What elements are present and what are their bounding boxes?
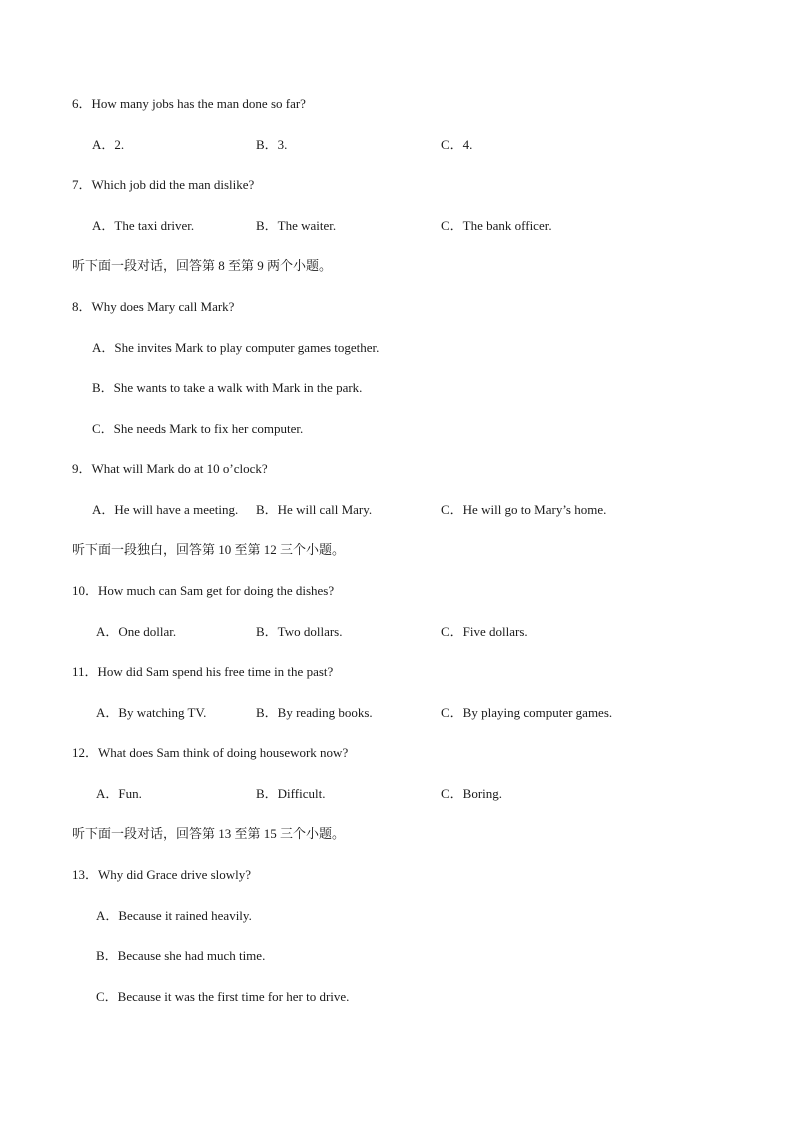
question-10-option-a: A．One dollar. xyxy=(96,624,177,639)
question-6-option-b: B．3. xyxy=(256,137,288,152)
section-instruction-8-9: 听下面一段对话，回答第 8 至第 9 两个小题。 xyxy=(72,258,333,273)
question-9-option-a: A．He will have a meeting. xyxy=(92,502,239,517)
question-11-option-a: A．By watching TV. xyxy=(96,705,207,720)
question-6-option-c: C．4. xyxy=(441,137,473,152)
question-7-stem: 7．Which job did the man dislike? xyxy=(72,177,255,192)
question-9-stem: 9．What will Mark do at 10 o’clock? xyxy=(72,461,268,476)
question-11-stem: 11．How did Sam spend his free time in the past? xyxy=(72,664,334,679)
question-6-option-a: A．2. xyxy=(92,137,125,152)
question-11-option-b: B．By reading books. xyxy=(256,705,373,720)
section-instruction-10-12: 听下面一段独白，回答第 10 至第 12 三个小题。 xyxy=(72,542,346,557)
question-8-option-b: B．She wants to take a walk with Mark in the park. xyxy=(92,380,363,395)
question-6-stem: 6．How many jobs has the man done so far? xyxy=(72,96,306,111)
section-instruction-13-15: 听下面一段对话，回答第 13 至第 15 三个小题。 xyxy=(72,826,346,841)
question-13-option-c: C．Because it was the first time for her to drive. xyxy=(96,989,350,1004)
question-12-option-c: C．Boring. xyxy=(441,786,503,801)
question-8-stem: 8．Why does Mary call Mark? xyxy=(72,299,235,314)
question-12-option-a: A．Fun. xyxy=(96,786,142,801)
question-9-option-b: B．He will call Mary. xyxy=(256,502,373,517)
question-10-option-b: B．Two dollars. xyxy=(256,624,343,639)
question-12-option-b: B．Difficult. xyxy=(256,786,326,801)
question-7-option-b: B．The waiter. xyxy=(256,218,337,233)
question-13-option-b: B．Because she had much time. xyxy=(96,948,266,963)
question-7-option-c: C．The bank officer. xyxy=(441,218,552,233)
question-13-option-a: A．Because it rained heavily. xyxy=(96,908,252,923)
question-7-option-a: A．The taxi driver. xyxy=(92,218,195,233)
question-12-stem: 12．What does Sam think of doing housework now? xyxy=(72,745,349,760)
question-11-option-c: C．By playing computer games. xyxy=(441,705,613,720)
question-8-option-a: A．She invites Mark to play computer games together. xyxy=(92,340,380,355)
question-10-option-c: C．Five dollars. xyxy=(441,624,528,639)
question-8-option-c: C．She needs Mark to fix her computer. xyxy=(92,421,304,436)
question-13-stem: 13．Why did Grace drive slowly? xyxy=(72,867,252,882)
question-10-stem: 10．How much can Sam get for doing the dishes? xyxy=(72,583,335,598)
question-9-option-c: C．He will go to Mary’s home. xyxy=(441,502,607,517)
